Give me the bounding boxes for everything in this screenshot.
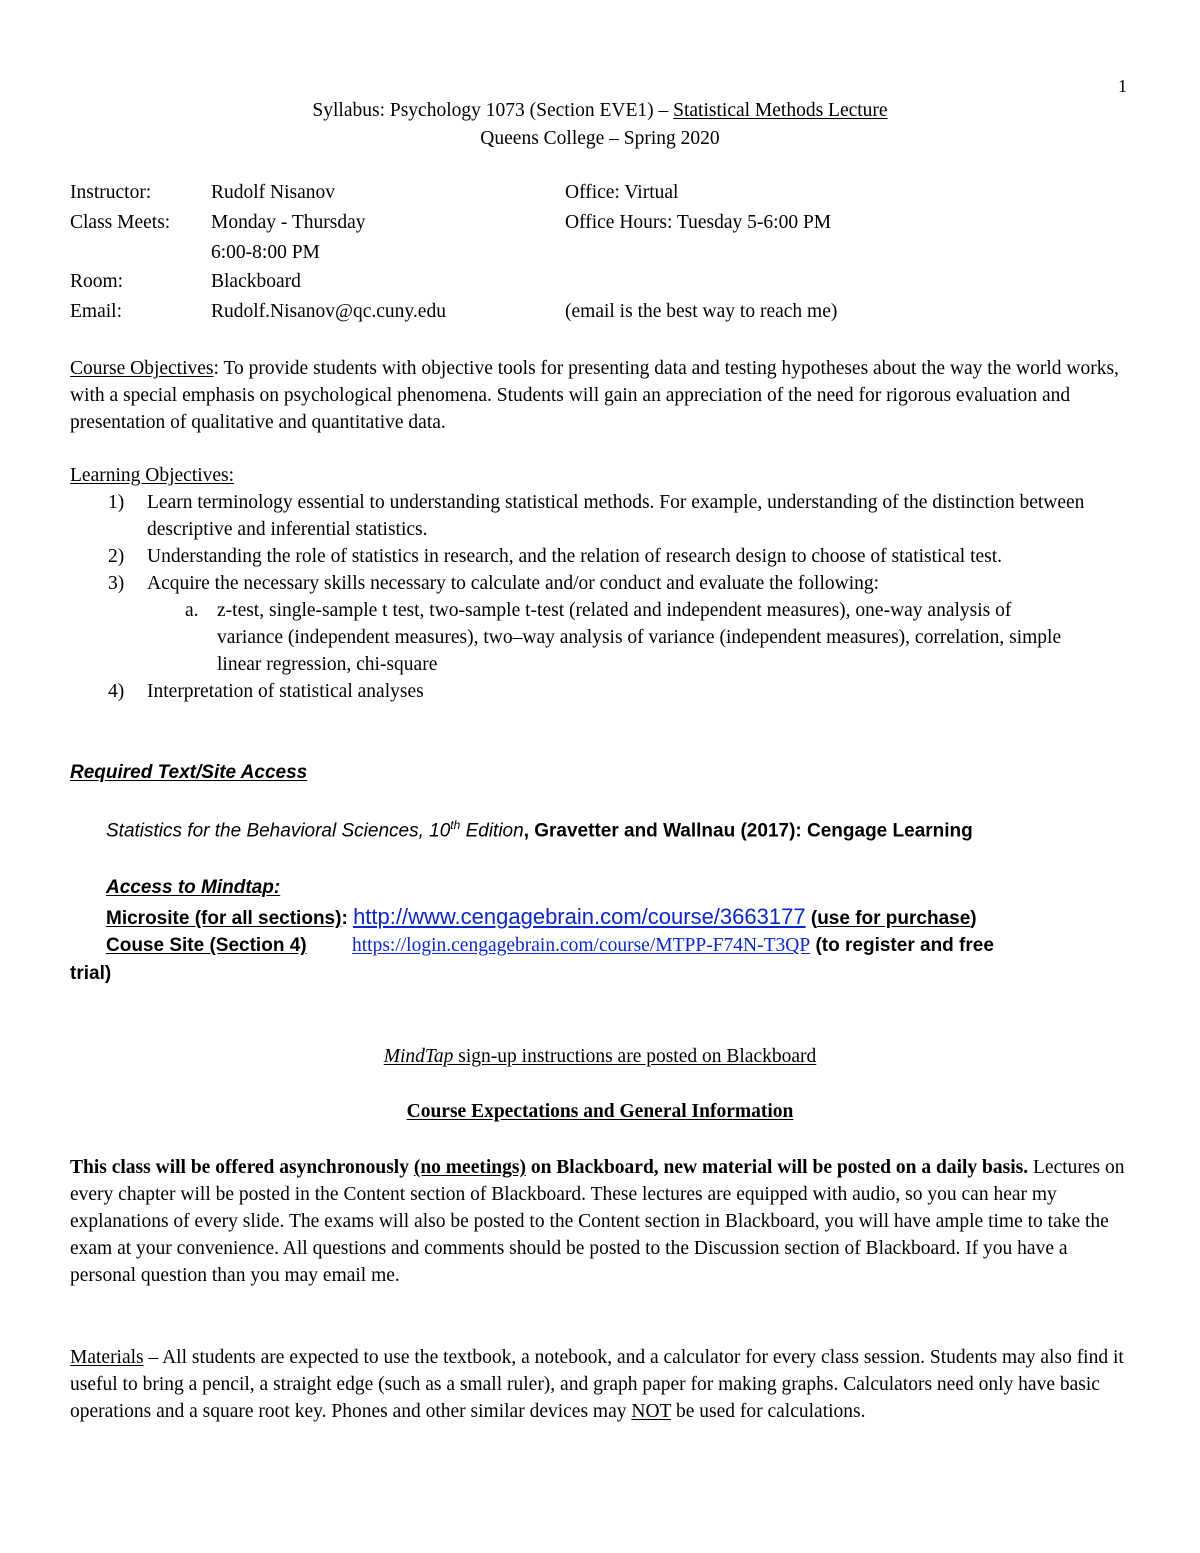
course-objectives-label: Course Objectives — [70, 358, 214, 379]
class-meets-value: Monday - Thursday — [211, 212, 366, 233]
materials-not: NOT — [631, 1401, 672, 1422]
learning-objectives-list — [70, 489, 1130, 705]
list-item — [70, 489, 1130, 543]
course-site-line — [106, 935, 307, 957]
list-item-number: a. — [185, 600, 199, 621]
instructor-label: Instructor: — [70, 182, 152, 203]
microsite-link[interactable]: http://www.cengagebrain.com/course/3663177 — [353, 904, 806, 929]
expectations-bold-2: on Blackboard, new material will be posted on a daily basis. — [525, 1157, 1029, 1178]
microsite-line — [106, 904, 977, 930]
expectations-heading: Course Expectations and General Information — [406, 1101, 794, 1122]
email-value[interactable]: Rudolf.Nisanov@qc.cuny.edu — [211, 301, 446, 322]
office-value: Office: Virtual — [565, 182, 679, 203]
textbook-title: Statistics for the Behavioral Sciences, 10 — [106, 820, 451, 842]
expectations-paragraph — [70, 1154, 1130, 1289]
microsite-note-open: ( — [805, 908, 818, 929]
list-item-text: Understanding the role of statistics in research, and the relation of research design to choose of statistical test. — [147, 546, 1003, 567]
list-item-number: 4) — [108, 681, 125, 702]
class-time-value: 6:00-8:00 PM — [211, 242, 320, 263]
syllabus-subtitle: Queens College – Spring 2020 — [480, 128, 720, 149]
room-value: Blackboard — [211, 271, 301, 292]
mindtap-access-heading: Access to Mindtap: — [106, 877, 281, 898]
course-site-note-continued: trial) — [70, 963, 112, 984]
sub-list-item — [70, 597, 1130, 678]
room-label: Room: — [70, 271, 124, 292]
textbook-authors: , Gravetter and Wallnau (2017): Cengage Learning — [523, 820, 973, 842]
list-item — [70, 543, 1130, 570]
expectations-text: Lectures on every chapter will be posted in the Content section of Blackboard. These lectures are equipped with audio, so you can hear my explanations of every slide. The exams will also be posted to the Content section in Blackboard, you will have ample time to take the exam at your convenience. All questions and comments should be posted to the Discussion section of Blackboard. If you have a personal question than you may email me. — [70, 1157, 1125, 1286]
syllabus-title — [0, 100, 1200, 122]
list-item-number: 2) — [108, 546, 125, 567]
textbook-edition: Edition — [460, 820, 524, 842]
microsite-label: Microsite (for all sections) — [106, 908, 342, 929]
mindtap-instructions-text: sign-up instructions are posted on Blackboard — [453, 1046, 817, 1067]
course-objectives-text: : To provide students with objective tools for presenting data and testing hypotheses about the way the world works, with a special emphasis on psychological phenomena. Students will gain an appreciation of the need for rigorous evaluation and presentation of qualitative and quantitative data. — [70, 358, 1119, 433]
list-item-text: Learn terminology essential to understanding statistical methods. For example, understanding of the distinction between descriptive and inferential statistics. — [147, 492, 1085, 540]
materials-text-2: be used for calculations. — [671, 1401, 866, 1422]
title-course-name: Statistical Methods Lecture — [673, 100, 888, 121]
email-label: Email: — [70, 301, 122, 322]
learning-objectives-heading — [70, 462, 1130, 489]
class-meets-label: Class Meets: — [70, 212, 171, 233]
expectations-bold-1: This class will be offered asynchronously — [70, 1157, 414, 1178]
mindtap-instructions — [0, 1046, 1200, 1068]
textbook-sup: th — [450, 818, 461, 832]
page-number: 1 — [1118, 76, 1127, 96]
list-item — [70, 678, 1130, 705]
title-prefix: Syllabus: Psychology 1073 (Section EVE1) – — [312, 100, 674, 121]
list-item-text: Acquire the necessary skills necessary to calculate and/or conduct and evaluate the following: — [147, 573, 880, 594]
list-item-number: 1) — [108, 492, 125, 513]
course-site-link-row — [352, 935, 994, 957]
materials-label: Materials — [70, 1347, 144, 1368]
list-item-text: z-test, single-sample t test, two-sample t-test (related and independent measures), one-way analysis of variance (independent measures), two–way analysis of variance (independent measures), correlation, simple linear regression, chi-square — [217, 600, 1062, 675]
materials-text-1: – All students are expected to use the textbook, a notebook, and a calculator for every class session. Students may also find it useful to bring a pencil, a straight edge (such as a small ruler), and graph paper for making graphs. Calculators need only have basic operations and a square root key. Phones and other similar devices may — [70, 1347, 1124, 1422]
list-item-number: 3) — [108, 573, 125, 594]
expectations-bold-underlined: (no meetings) — [413, 1157, 526, 1178]
microsite-note-close: ) — [970, 908, 977, 929]
list-item — [70, 570, 1130, 597]
mindtap-italic: MindTap — [383, 1046, 454, 1067]
course-site-link[interactable]: https://login.cengagebrain.com/course/MTPP-F74N-T3QP — [352, 935, 811, 956]
required-text-heading: Required Text/Site Access — [70, 762, 308, 783]
course-objectives-paragraph — [70, 355, 1130, 436]
microsite-colon: : — [341, 908, 354, 929]
materials-paragraph — [70, 1344, 1130, 1425]
textbook-citation — [106, 818, 973, 842]
course-site-label: Couse Site (Section 4) — [106, 935, 307, 956]
instructor-value: Rudolf Nisanov — [211, 182, 336, 203]
learning-objectives-label: Learning Objectives: — [70, 465, 235, 486]
email-note: (email is the best way to reach me) — [565, 301, 838, 322]
course-site-note: (to register and free — [810, 935, 994, 956]
list-item-text: Interpretation of statistical analyses — [147, 681, 424, 702]
office-hours-value: Office Hours: Tuesday 5-6:00 PM — [565, 212, 832, 233]
microsite-note: use for purchase — [817, 908, 971, 929]
